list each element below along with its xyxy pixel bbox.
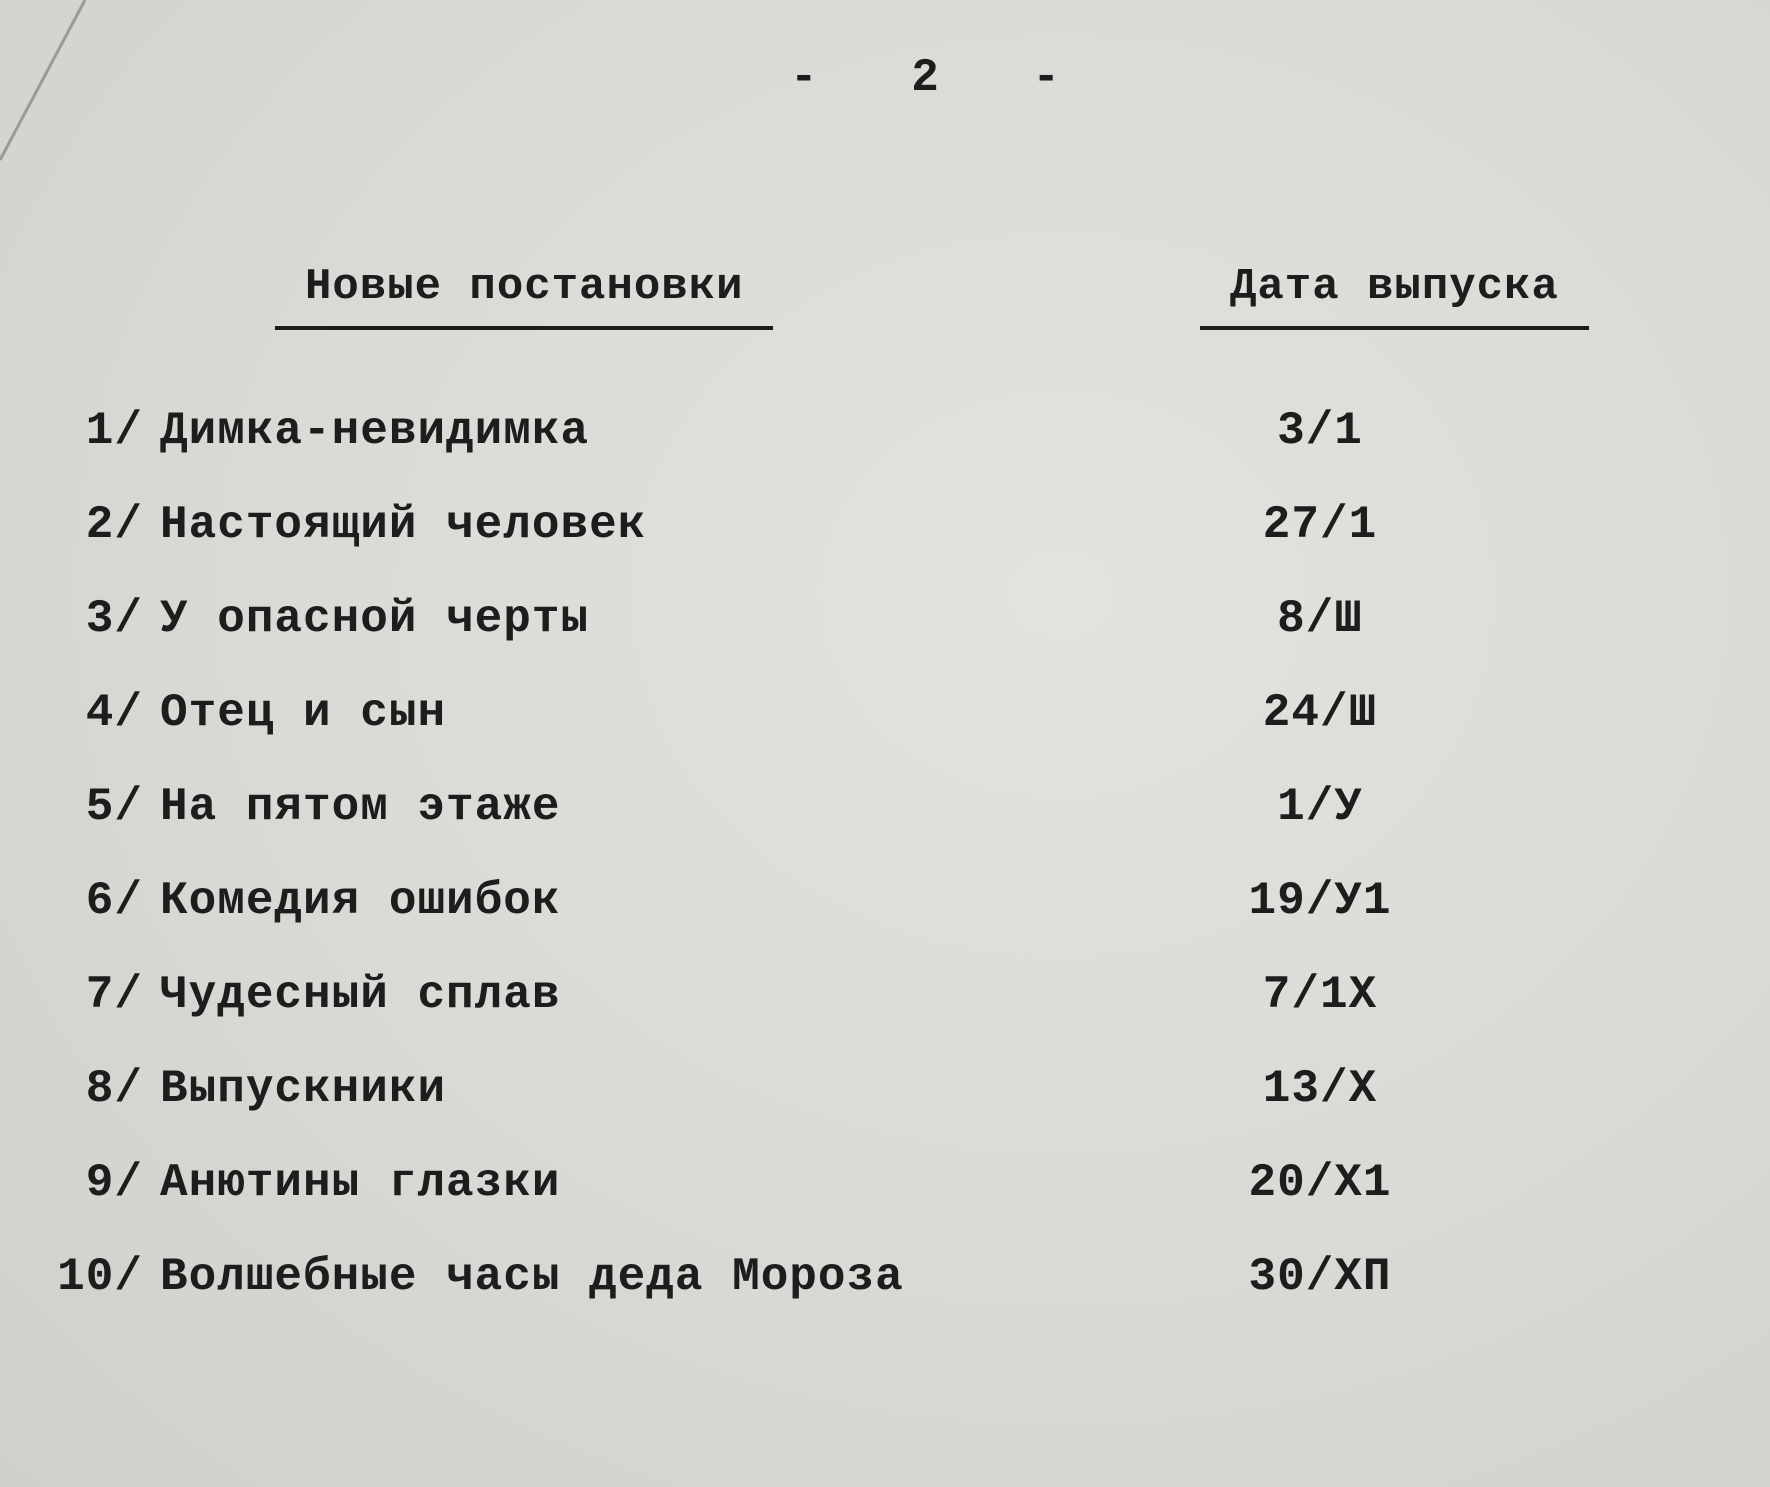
row-number: 4/ xyxy=(85,687,143,739)
list-item xyxy=(0,875,1770,969)
release-date: 27/1 xyxy=(1262,499,1378,551)
production-title: Чудесный сплав xyxy=(160,969,561,1021)
list-item xyxy=(0,1063,1770,1157)
production-title: У опасной черты xyxy=(160,593,590,645)
row-number: 5/ xyxy=(85,781,143,833)
row-number: 9/ xyxy=(85,1157,143,1209)
list-item xyxy=(0,1157,1770,1251)
release-date: 3/1 xyxy=(1277,405,1363,457)
row-number: 3/ xyxy=(85,593,143,645)
production-title: Димка-невидимка xyxy=(160,405,590,457)
release-date: 30/ХП xyxy=(1248,1251,1392,1303)
release-date: 19/У1 xyxy=(1248,875,1392,927)
row-number: 8/ xyxy=(85,1063,143,1115)
row-number: 6/ xyxy=(85,875,143,927)
release-date: 7/1Х xyxy=(1262,969,1378,1021)
list-item xyxy=(0,593,1770,687)
production-title: Отец и сын xyxy=(160,687,447,739)
page-number xyxy=(790,52,1060,104)
row-number: 7/ xyxy=(85,969,143,1021)
list-item xyxy=(0,781,1770,875)
production-title: На пятом этаже xyxy=(160,781,561,833)
column-header-release-date: Дата выпуска xyxy=(1200,262,1589,330)
row-number: 10/ xyxy=(57,1251,143,1303)
production-title: Анютины глазки xyxy=(160,1157,561,1209)
release-date: 13/Х xyxy=(1262,1063,1378,1115)
page-number-dash-right: - xyxy=(1032,52,1060,104)
list-item xyxy=(0,405,1770,499)
production-title: Комедия ошибок xyxy=(160,875,561,927)
list-item xyxy=(0,1251,1770,1345)
list-item xyxy=(0,687,1770,781)
production-title: Выпускники xyxy=(160,1063,447,1115)
page-number-value: 2 xyxy=(911,52,939,104)
release-date: 1/У xyxy=(1277,781,1363,833)
productions-list xyxy=(0,405,1770,1345)
paper-edge-line xyxy=(0,0,100,200)
list-item xyxy=(0,499,1770,593)
row-number: 1/ xyxy=(85,405,143,457)
release-date: 24/Ш xyxy=(1262,687,1378,739)
release-date: 20/Х1 xyxy=(1248,1157,1392,1209)
production-title: Настоящий человек xyxy=(160,499,647,551)
production-title: Волшебные часы деда Мороза xyxy=(160,1251,904,1303)
row-number: 2/ xyxy=(85,499,143,551)
list-item xyxy=(0,969,1770,1063)
column-header-productions: Новые постановки xyxy=(275,262,773,330)
page-number-dash-left: - xyxy=(790,52,818,104)
release-date: 8/Ш xyxy=(1277,593,1363,645)
